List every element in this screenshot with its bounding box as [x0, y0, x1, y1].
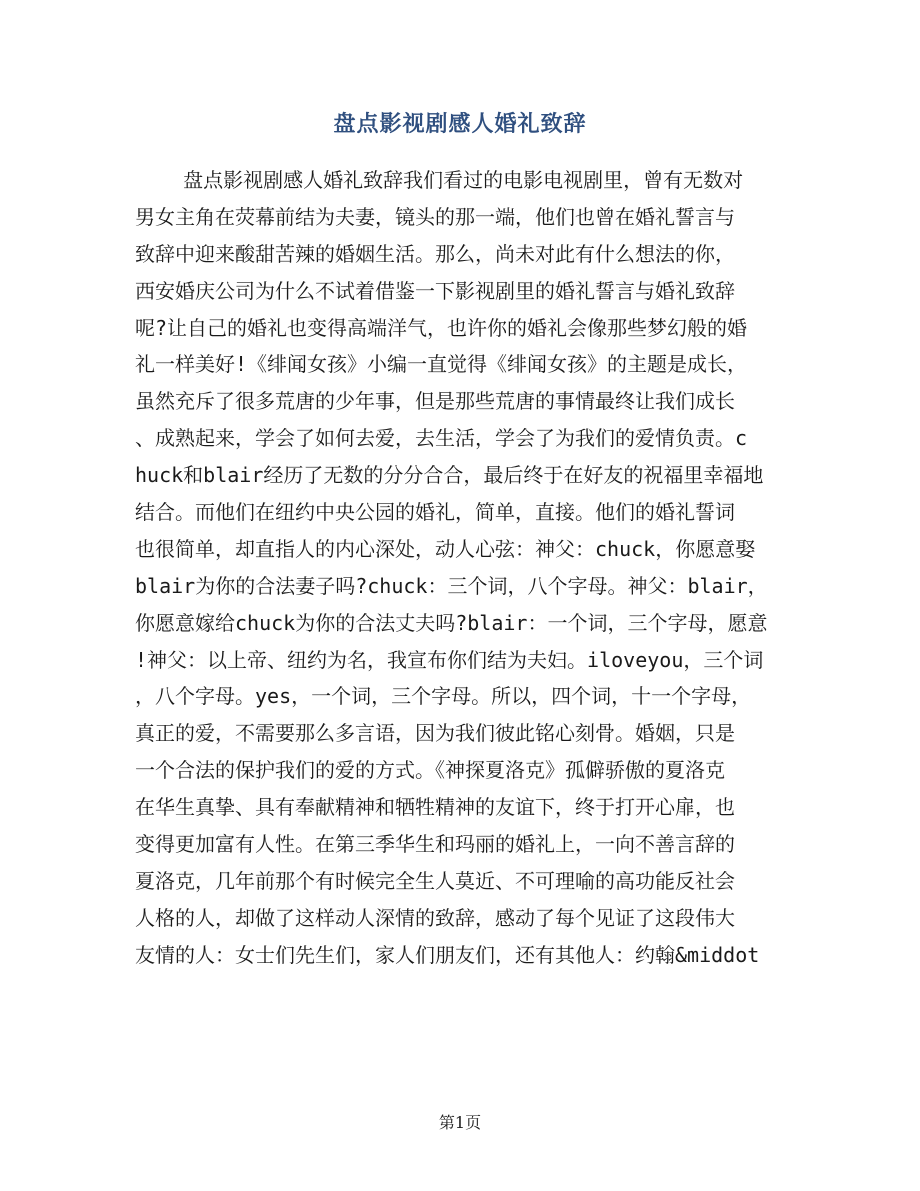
- document-title: 盘点影视剧感人婚礼致辞: [333, 111, 587, 137]
- body-line: blair为你的合法妻子吗?chuck：三个词，八个字母。神父：blair，: [135, 573, 768, 598]
- body-line: 虽然充斥了很多荒唐的少年事，但是那些荒唐的事情最终让我们成长: [135, 389, 735, 414]
- body-line: 真正的爱，不需要那么多言语，因为我们彼此铭心刻骨。婚姻，只是: [135, 721, 735, 746]
- body-line: 致辞中迎来酸甜苦辣的婚姻生活。那么，尚未对此有什么想法的你，: [135, 241, 735, 266]
- body-line: 你愿意嫁给chuck为你的合法丈夫吗?blair：一个词，三个字母，愿意: [135, 610, 768, 635]
- page-number: 第1页: [438, 1113, 482, 1132]
- body-line: !神父：以上帝、纽约为名，我宣布你们结为夫妇。iloveyou，三个词: [135, 647, 764, 672]
- body-line: 人格的人，却做了这样动人深情的致辞，感动了每个见证了这段伟大: [135, 905, 735, 930]
- body-line: 夏洛克，几年前那个有时候完全生人莫近、不可理喻的高功能反社会: [135, 868, 735, 893]
- body-line: ，八个字母。yes，一个词，三个字母。所以，四个词，十一个字母，: [135, 684, 752, 709]
- body-line: 西安婚庆公司为什么不试着借鉴一下影视剧里的婚礼誓言与婚礼致辞: [135, 278, 735, 303]
- body-line: huck和blair经历了无数的分分合合，最后终于在好友的祝福里幸福地: [135, 463, 764, 488]
- body-line: 男女主角在荧幕前结为夫妻，镜头的那一端，他们也曾在婚礼誓言与: [135, 204, 735, 229]
- body-line: 在华生真挚、具有奉献精神和牺牲精神的友谊下，终于打开心扉，也: [135, 795, 735, 820]
- body-line: 呢?让自己的婚礼也变得高端洋气，也许你的婚礼会像那些梦幻般的婚: [135, 315, 748, 340]
- body-line: 一个合法的保护我们的爱的方式。《神探夏洛克》孤僻骄傲的夏洛克: [135, 758, 725, 783]
- body-line: 、成熟起来，学会了如何去爱，去生活，学会了为我们的爱情负责。c: [135, 426, 748, 451]
- document-body: [135, 162, 780, 974]
- body-line: 结合。而他们在纽约中央公园的婚礼，简单，直接。他们的婚礼誓词: [135, 500, 735, 525]
- body-line: 也很简单，却直指人的内心深处，动人心弦：神父：chuck，你愿意娶: [135, 536, 756, 561]
- body-line: 变得更加富有人性。在第三季华生和玛丽的婚礼上，一向不善言辞的: [135, 832, 735, 857]
- body-line: 盘点影视剧感人婚礼致辞我们看过的电影电视剧里，曾有无数对: [135, 168, 744, 192]
- body-line: 礼一样美好!《绯闻女孩》小编一直觉得《绯闻女孩》的主题是成长，: [135, 352, 748, 377]
- body-line: 友情的人：女士们先生们，家人们朋友们，还有其他人：约翰&middot: [135, 942, 760, 967]
